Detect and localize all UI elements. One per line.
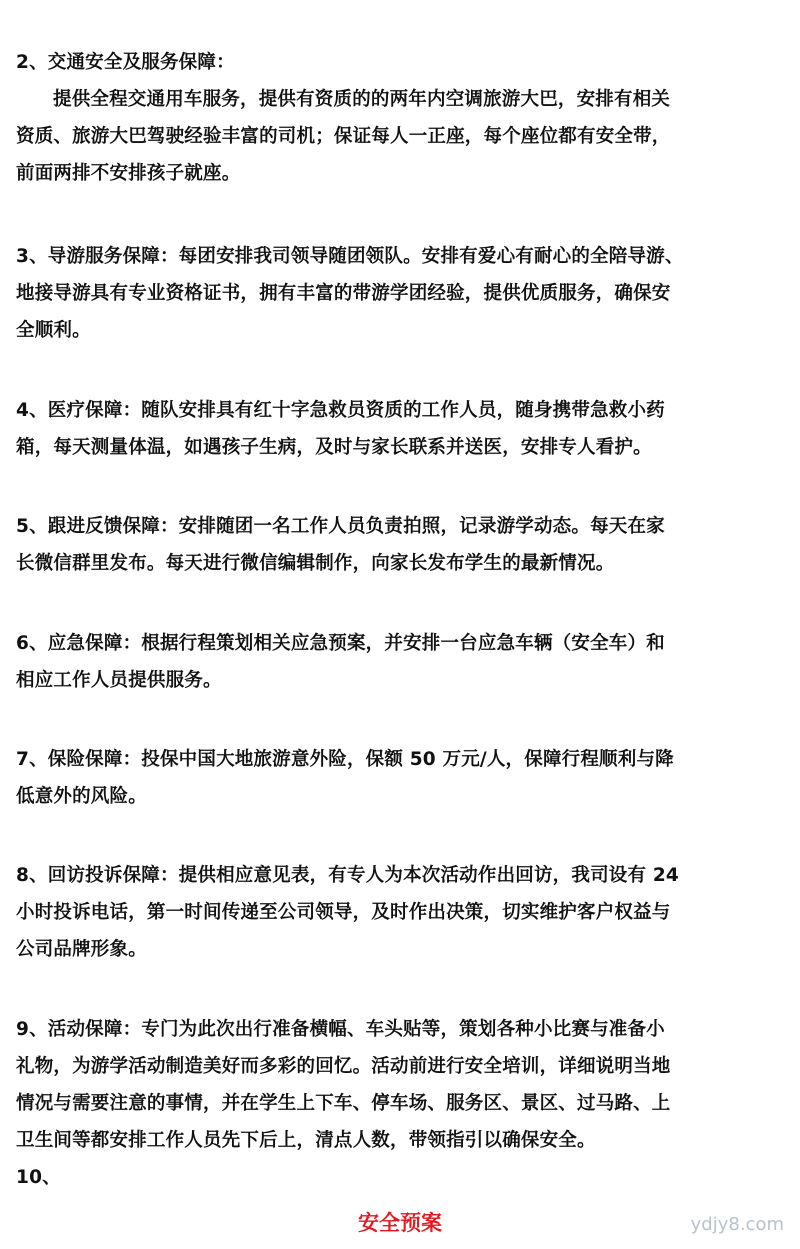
- paragraph-line: 前面两排不安排孩子就座。: [16, 163, 241, 184]
- paragraph-line: 箱，每天测量体温，如遇孩子生病，及时与家长联系并送医，安排专人看护。: [16, 437, 652, 458]
- paragraph-line: 长微信群里发布。每天进行微信编辑制作，向家长发布学生的最新情况。: [16, 553, 615, 574]
- section-feedback: [16, 508, 788, 582]
- paragraph-line: 礼物，为游学活动制造美好而多彩的回忆。活动前进行安全培训，详细说明当地: [16, 1056, 671, 1077]
- safety-plan-title: 安全预案: [358, 1211, 442, 1235]
- section-complaint: [16, 857, 788, 968]
- paragraph-line: 3、导游服务保障：每团安排我司领导随团领队。安排有爱心有耐心的全陪导游、: [16, 246, 684, 267]
- paragraph-line: 相应工作人员提供服务。: [16, 670, 222, 691]
- paragraph-line: 5、跟进反馈保障：安排随团一名工作人员负责拍照，记录游学动态。每天在家: [16, 516, 665, 537]
- paragraph-line: 7、保险保障：投保中国大地旅游意外险，保额 50 万元/人，保障行程顺利与降: [16, 749, 674, 770]
- section-insurance: [16, 741, 788, 815]
- paragraph-line: 全顺利。: [16, 320, 91, 341]
- section-heading: 10、: [16, 1167, 61, 1188]
- paragraph-line: 提供全程交通用车服务，提供有资质的的两年内空调旅游大巴，安排有相关: [53, 89, 671, 110]
- paragraph-line: 低意外的风险。: [16, 786, 147, 807]
- paragraph-line: 小时投诉电话，第一时间传递至公司领导，及时作出决策，切实维护客户权益与: [16, 902, 671, 923]
- paragraph-line: 卫生间等都安排工作人员先下后上，清点人数，带领指引以确保安全。: [16, 1130, 596, 1151]
- paragraph-line: 地接导游具有专业资格证书，拥有丰富的带游学团经验，提供优质服务，确保安: [16, 283, 671, 304]
- paragraph-line: 资质、旅游大巴驾驶经验丰富的司机；保证每人一正座，每个座位都有安全带，: [16, 126, 671, 147]
- section-transport: [16, 44, 788, 192]
- section-activity: [16, 1011, 788, 1196]
- paragraph-line: 4、医疗保障：随队安排具有红十字急救员资质的工作人员，随身携带急救小药: [16, 400, 665, 421]
- section-heading: 2、交通安全及服务保障：: [16, 52, 235, 73]
- watermark: ydjy8.com: [690, 1214, 784, 1235]
- paragraph-line: 8、回访投诉保障：提供相应意见表，有专人为本次活动作出回访，我司设有 24: [16, 865, 679, 886]
- section-guide: [16, 238, 788, 349]
- paragraph-line: 公司品牌形象。: [16, 939, 147, 960]
- section-medical: [16, 392, 788, 466]
- paragraph-line: 6、应急保障：根据行程策划相关应急预案，并安排一台应急车辆（安全车）和: [16, 633, 665, 654]
- section-emergency: [16, 625, 788, 699]
- paragraph-line: 9、活动保障：专门为此次出行准备横幅、车头贴等，策划各种小比赛与准备小: [16, 1019, 665, 1040]
- paragraph-line: 情况与需要注意的事情，并在学生上下车、停车场、服务区、景区、过马路、上: [16, 1093, 671, 1114]
